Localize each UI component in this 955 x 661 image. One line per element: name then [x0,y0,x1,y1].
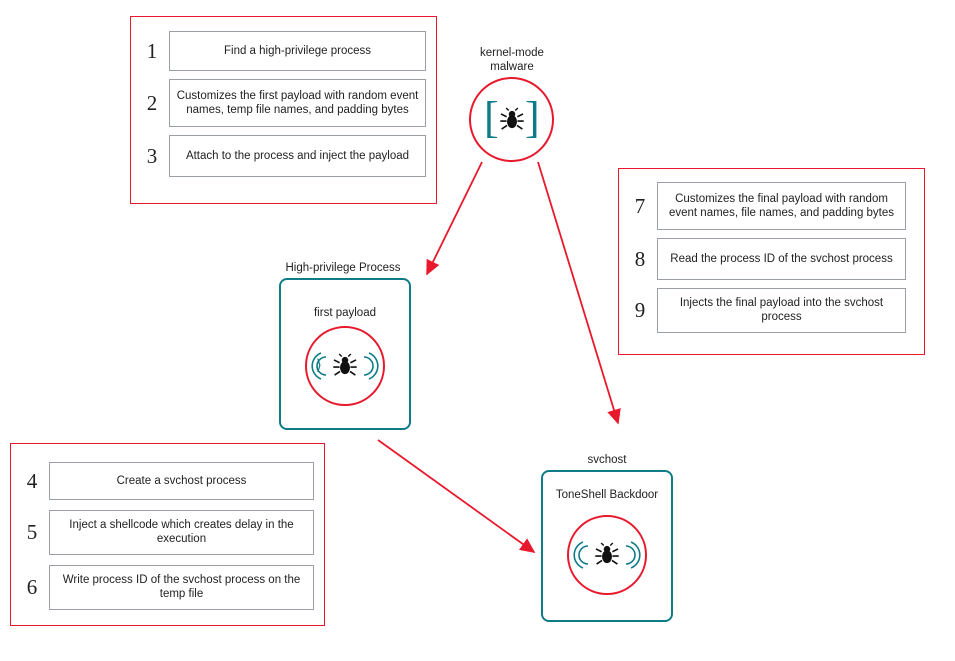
bug-icon [330,349,360,383]
step-number: 2 [146,90,158,115]
step-text: Injects the final payload into the svchost process [657,288,906,333]
step-number: 1 [146,38,158,63]
step-number: 3 [146,143,158,168]
steps-group-7-9 [618,168,925,355]
high-privilege-process-label: High-privilege Process [285,262,401,274]
step-row [15,510,314,555]
svchost-label: svchost [587,454,627,466]
step-text: Customizes the final payload with random event names, file names, and padding bytes [657,182,906,230]
step-row [135,79,426,127]
steps-group-4-6 [10,443,325,626]
toneshell-backdoor-label: ToneShell Backdoor [555,489,659,501]
bracket-right: ] [525,93,540,142]
step-text: Attach to the process and inject the payload [169,135,426,177]
arrow-malware-to-svchost [538,162,618,423]
step-number: 9 [634,297,646,322]
signal-wave-left-icon: ⟩ [316,357,322,374]
step-row [135,135,426,177]
step-number: 8 [634,246,646,271]
step-text: Create a svchost process [49,462,314,500]
step-text: Find a high-privilege process [169,31,426,71]
step-number: 5 [26,519,38,544]
step-text: Write process ID of the svchost process on the temp file [49,565,314,610]
step-row [623,238,906,280]
first-payload-label: first payload [313,307,376,319]
malware-label-line1: kernel-mode [480,47,544,59]
step-row [135,31,426,71]
arrow-process-to-svchost [378,440,534,552]
steps-group-1-3 [130,16,437,204]
bug-icon [592,538,622,572]
step-number: 4 [26,468,38,493]
step-row [15,565,314,610]
step-row [623,182,906,230]
step-number: 7 [634,193,646,218]
bracket-left: [ [484,93,499,142]
step-number: 6 [26,574,38,599]
step-text: Customizes the first payload with random event names, temp file names, and padding bytes [169,79,426,127]
step-row [623,288,906,333]
malware-label-line2: malware [490,61,534,73]
step-text: Inject a shellcode which creates delay in the execution [49,510,314,555]
bug-icon [494,102,530,138]
step-row [15,462,314,500]
step-text: Read the process ID of the svchost process [657,238,906,280]
